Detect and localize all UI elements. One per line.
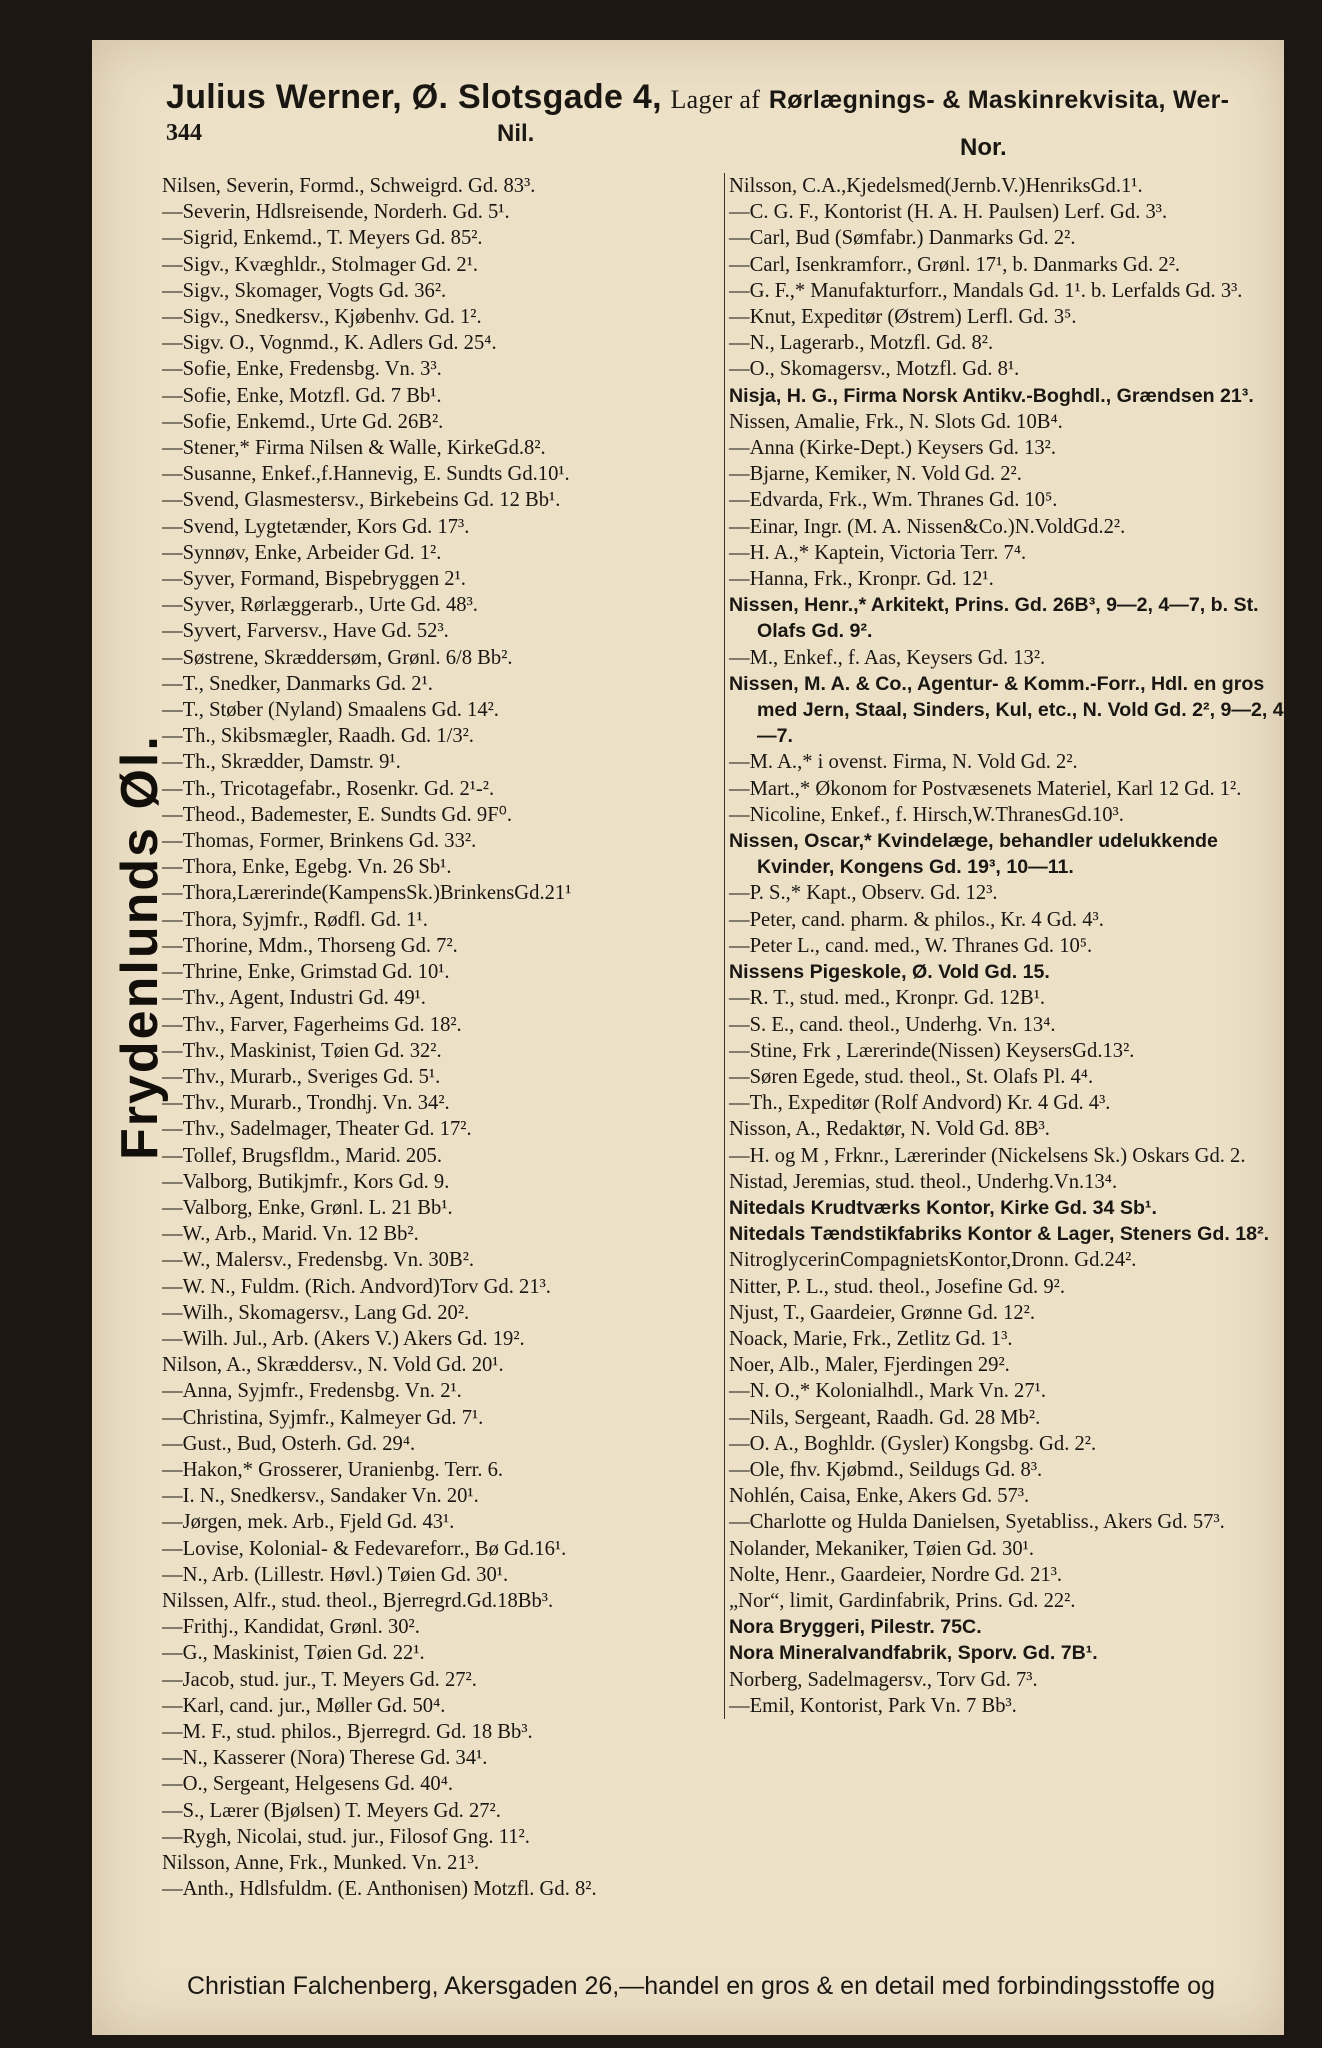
footer-advertisement: Christian Falchenberg, Akersgaden 26,—handel en gros & en detail med forbindingsstoffe og bbox=[187, 1972, 1215, 2000]
directory-entry: —Bjarne, Kemiker, N. Vold Gd. 2². bbox=[729, 463, 1022, 486]
directory-entry: NitroglycerinCompagnietsKontor,Dronn. Gd.24². bbox=[729, 1249, 1137, 1272]
directory-entry: Nilsson, Anne, Frk., Munked. Vn. 21³. bbox=[162, 1852, 480, 1874]
directory-entry: —Gust., Bud, Osterh. Gd. 29⁴. bbox=[162, 1432, 416, 1455]
directory-entry: —Th., Tricotagefabr., Rosenkr. Gd. 2¹-². bbox=[162, 777, 495, 800]
directory-entry: —O., Skomagersv., Motzfl. Gd. 8¹. bbox=[729, 358, 1020, 381]
directory-entry: —Edvarda, Frk., Wm. Thranes Gd. 10⁵. bbox=[729, 489, 1058, 512]
directory-entry: Nora Bryggeri, Pilestr. 75C. bbox=[729, 1616, 982, 1639]
directory-entry: Nissen, M. A. & Co., Agentur- & Komm.-Forr., Hdl. en gros med Jern, Staal, Sinders, Kul, etc., N. Vold Gd. 2², 9—2, 4—7. bbox=[729, 672, 1284, 748]
header-advertisement bbox=[166, 78, 1281, 117]
directory-entry: Norberg, Sadelmagersv., Torv Gd. 7³. bbox=[729, 1668, 1038, 1691]
directory-entry: —Syvert, Farversv., Have Gd. 52³. bbox=[162, 620, 449, 643]
guideword-left: Nil. bbox=[497, 120, 535, 147]
directory-entry: Nissen, Henr.,* Arkitekt, Prins. Gd. 26B³, 9—2, 4—7, b. St. Olafs Gd. 9². bbox=[729, 594, 1259, 643]
directory-entry: —Sigv., Skomager, Vogts Gd. 36². bbox=[162, 279, 447, 302]
directory-entry: —Emil, Kontorist, Park Vn. 7 Bb³. bbox=[729, 1694, 1017, 1717]
directory-entry: Nitedals Krudtværks Kontor, Kirke Gd. 34 Sb¹. bbox=[729, 1196, 1157, 1219]
directory-entry: —Thrine, Enke, Grimstad Gd. 10¹. bbox=[162, 961, 450, 984]
directory-entry: —M. F., stud. philos., Bjerregrd. Gd. 18 Bb³. bbox=[162, 1720, 533, 1743]
directory-entry: —Peter, cand. pharm. & philos., Kr. 4 Gd. 4³. bbox=[729, 908, 1104, 931]
directory-entry: —O. A., Boghldr. (Gysler) Kongsbg. Gd. 2². bbox=[729, 1432, 1097, 1455]
directory-entry: —Svend, Lygtetænder, Kors Gd. 17³. bbox=[162, 515, 470, 538]
directory-entry: —M., Enkef., f. Aas, Keysers Gd. 13². bbox=[729, 646, 1046, 669]
directory-entry: —Susanne, Enkef.,f.Hannevig, E. Sundts Gd.10¹. bbox=[162, 463, 570, 486]
directory-entry: —Rygh, Nicolai, stud. jur., Filosof Gng. 11². bbox=[162, 1825, 530, 1848]
directory-entry: Nisson, A., Redaktør, N. Vold Gd. 8B³. bbox=[729, 1118, 1050, 1141]
directory-entry: —Th., Expeditør (Rolf Andvord) Kr. 4 Gd. 4³. bbox=[729, 1092, 1111, 1115]
directory-entry: —Peter L., cand. med., W. Thranes Gd. 10⁵. bbox=[729, 934, 1093, 957]
directory-entry: —S., Lærer (Bjølsen) T. Meyers Gd. 27². bbox=[162, 1799, 501, 1822]
directory-entry: —Anth., Hdlsfuldm. (E. Anthonisen) Motzfl. Gd. 8². bbox=[162, 1878, 597, 1901]
directory-entry: —Severin, Hdlsreisende, Norderh. Gd. 5¹. bbox=[162, 201, 510, 224]
directory-entry: —W., Arb., Marid. Vn. 12 Bb². bbox=[162, 1223, 419, 1246]
guideword-right: Nor. bbox=[960, 134, 1007, 161]
directory-entry: Njust, T., Gaardeier, Grønne Gd. 12². bbox=[729, 1301, 1035, 1324]
directory-entry: Nissen, Oscar,* Kvindelæge, behandler udelukkende Kvinder, Kongens Gd. 19³, 10—11. bbox=[729, 830, 1218, 879]
directory-entry: —Theod., Bademester, E. Sundts Gd. 9F⁰. bbox=[162, 803, 513, 826]
directory-entry: —Synnøv, Enke, Arbeider Gd. 1². bbox=[162, 541, 442, 564]
directory-entry: Nitter, P. L., stud. theol., Josefine Gd. 9². bbox=[729, 1275, 1065, 1298]
directory-entry: —Christina, Syjmfr., Kalmeyer Gd. 7¹. bbox=[162, 1406, 484, 1429]
directory-entry: —Sofie, Enkemd., Urte Gd. 26B². bbox=[162, 410, 444, 433]
directory-entry: —H. og M , Frknr., Lærerinder (Nickelsens Sk.) Oskars Gd. 2. bbox=[729, 1144, 1246, 1167]
header-ad-rest: Rørlægnings- & Maskinrekvisita, Wer- bbox=[768, 86, 1230, 114]
directory-entry: —Sigv., Snedkersv., Kjøbenhv. Gd. 1². bbox=[162, 306, 482, 329]
directory-entry: —Sigrid, Enkemd., T. Meyers Gd. 85². bbox=[162, 227, 483, 250]
directory-entry: Nilsen, Severin, Formd., Schweigrd. Gd. 83³. bbox=[162, 175, 536, 197]
directory-entry: Nohlén, Caisa, Enke, Akers Gd. 57³. bbox=[729, 1485, 1030, 1508]
directory-entry: —Th., Skrædder, Damstr. 9¹. bbox=[162, 751, 401, 774]
directory-entry: —Thv., Murarb., Trondhj. Vn. 34². bbox=[162, 1092, 450, 1115]
directory-entry: —N., Arb. (Lillestr. Høvl.) Tøien Gd. 30¹. bbox=[162, 1563, 509, 1586]
directory-entry: —W., Malersv., Fredensbg. Vn. 30B². bbox=[162, 1249, 475, 1272]
directory-entry: —T., Støber (Nyland) Smaalens Gd. 14². bbox=[162, 699, 499, 722]
directory-entry: Nora Mineralvandfabrik, Sporv. Gd. 7B¹. bbox=[729, 1642, 1098, 1665]
directory-entry: —Frithj., Kandidat, Grønl. 30². bbox=[162, 1616, 420, 1639]
directory-entry: Nissens Pigeskole, Ø. Vold Gd. 15. bbox=[729, 961, 1050, 984]
directory-entry: —W. N., Fuldm. (Rich. Andvord)Torv Gd. 21³. bbox=[162, 1275, 551, 1298]
directory-entry: —Søren Egede, stud. theol., St. Olafs Pl. 4⁴. bbox=[729, 1065, 1094, 1088]
directory-entry: —G. F.,* Manufakturforr., Mandals Gd. 1¹. b. Lerfalds Gd. 3³. bbox=[729, 279, 1243, 302]
directory-entry: —Thv., Murarb., Sveriges Gd. 5¹. bbox=[162, 1065, 441, 1088]
directory-entry: —Carl, Isenkramforr., Grønl. 17¹, b. Danmarks Gd. 2². bbox=[729, 253, 1181, 276]
page-number: 344 bbox=[166, 120, 202, 146]
directory-entry: „Nor“, limit, Gardinfabrik, Prins. Gd. 22². bbox=[729, 1589, 1076, 1612]
directory-entry: —Sofie, Enke, Fredensbg. Vn. 3³. bbox=[162, 358, 442, 381]
directory-entry: —Wilh. Jul., Arb. (Akers V.) Akers Gd. 19². bbox=[162, 1327, 525, 1350]
directory-entry: —Knut, Expeditør (Østrem) Lerfl. Gd. 3⁵. bbox=[729, 306, 1077, 329]
directory-entry: —Karl, cand. jur., Møller Gd. 50⁴. bbox=[162, 1694, 446, 1717]
directory-entry: Nilson, A., Skræddersv., N. Vold Gd. 20¹. bbox=[162, 1354, 504, 1377]
directory-entry: —Mart.,* Økonom for Postvæsenets Materiel, Karl 12 Gd. 1². bbox=[729, 777, 1242, 800]
directory-entry: —Thora, Enke, Egebg. Vn. 26 Sb¹. bbox=[162, 856, 452, 879]
directory-entry: —Thomas, Former, Brinkens Gd. 33². bbox=[162, 830, 477, 853]
directory-entry: —Th., Skibsmægler, Raadh. Gd. 1/3². bbox=[162, 725, 474, 748]
directory-entry: —Syver, Formand, Bispebryggen 2¹. bbox=[162, 568, 466, 591]
directory-entry: Nissen, Amalie, Frk., N. Slots Gd. 10B⁴. bbox=[729, 410, 1063, 433]
side-advertisement: Frydenlunds Øl. bbox=[111, 734, 169, 1160]
directory-entry: —Stener,* Firma Nilsen & Walle, KirkeGd.8². bbox=[162, 437, 546, 460]
directory-entry: —Jacob, stud. jur., T. Meyers Gd. 27². bbox=[162, 1668, 477, 1691]
directory-entry: —Svend, Glasmestersv., Birkebeins Gd. 12 Bb¹. bbox=[162, 489, 561, 512]
directory-entry: —Charlotte og Hulda Danielsen, Syetabliss., Akers Gd. 57³. bbox=[729, 1511, 1225, 1534]
directory-entry: —Ole, fhv. Kjøbmd., Seildugs Gd. 8³. bbox=[729, 1458, 1043, 1481]
directory-entry: —Thorine, Mdm., Thorseng Gd. 7². bbox=[162, 934, 458, 957]
directory-entry: —Thv., Sadelmager, Theater Gd. 17². bbox=[162, 1118, 472, 1141]
directory-entry: —Thv., Maskinist, Tøien Gd. 32². bbox=[162, 1039, 442, 1062]
directory-page bbox=[92, 40, 1284, 2035]
directory-entry: —I. N., Snedkersv., Sandaker Vn. 20¹. bbox=[162, 1485, 479, 1508]
directory-entry: —Carl, Bud (Sømfabr.) Danmarks Gd. 2². bbox=[729, 227, 1076, 250]
directory-entry: Nistad, Jeremias, stud. theol., Underhg.Vn.13⁴. bbox=[729, 1170, 1118, 1193]
directory-entry: —Nils, Sergeant, Raadh. Gd. 28 Mb². bbox=[729, 1406, 1041, 1429]
directory-entry: —Syver, Rørlæggerarb., Urte Gd. 48³. bbox=[162, 594, 478, 617]
directory-entry: —Thora, Syjmfr., Rødfl. Gd. 1¹. bbox=[162, 908, 428, 931]
directory-entry: —G., Maskinist, Tøien Gd. 22¹. bbox=[162, 1642, 425, 1665]
directory-entry: —M. A.,* i ovenst. Firma, N. Vold Gd. 2². bbox=[729, 751, 1078, 774]
header-ad-middle: Lager af bbox=[670, 85, 761, 114]
directory-entry: —Søstrene, Skræddersøm, Grønl. 6/8 Bb². bbox=[162, 646, 513, 669]
directory-entry: —Thv., Agent, Industri Gd. 49¹. bbox=[162, 987, 426, 1010]
directory-entry: Noer, Alb., Maler, Fjerdingen 29². bbox=[729, 1354, 1010, 1377]
directory-entry: Nolander, Mekaniker, Tøien Gd. 30¹. bbox=[729, 1537, 1034, 1560]
directory-entry: —O., Sergeant, Helgesens Gd. 40⁴. bbox=[162, 1773, 454, 1796]
directory-entry: Nitedals Tændstikfabriks Kontor & Lager, Steners Gd. 18². bbox=[729, 1223, 1270, 1246]
left-column bbox=[162, 173, 720, 1902]
directory-entry: —Lovise, Kolonial- & Fedevareforr., Bø Gd.16¹. bbox=[162, 1537, 567, 1560]
directory-entry: —Hanna, Frk., Kronpr. Gd. 12¹. bbox=[729, 568, 994, 591]
directory-entry: —Thv., Farver, Fagerheims Gd. 18². bbox=[162, 1013, 462, 1036]
directory-entry: Nilsson, C.A.,Kjedelsmed(Jernb.V.)HenriksGd.1¹. bbox=[729, 175, 1143, 197]
directory-entry: —Stine, Frk , Lærerinde(Nissen) KeysersGd.13². bbox=[729, 1039, 1135, 1062]
directory-entry: —T., Snedker, Danmarks Gd. 2¹. bbox=[162, 672, 433, 695]
directory-entry: Noack, Marie, Frk., Zetlitz Gd. 1³. bbox=[729, 1327, 1013, 1350]
directory-entry: —Einar, Ingr. (M. A. Nissen&Co.)N.VoldGd.2². bbox=[729, 515, 1126, 538]
directory-entry: —Nicoline, Enkef., f. Hirsch,W.ThranesGd.10³. bbox=[729, 803, 1124, 826]
directory-entry: —Jørgen, mek. Arb., Fjeld Gd. 43¹. bbox=[162, 1511, 455, 1534]
directory-entry: Nilssen, Alfr., stud. theol., Bjerregrd.Gd.18Bb³. bbox=[162, 1589, 554, 1612]
directory-entry: —Anna, Syjmfr., Fredensbg. Vn. 2¹. bbox=[162, 1380, 462, 1403]
directory-entry: —N., Lagerarb., Motzfl. Gd. 8². bbox=[729, 332, 994, 355]
directory-entry: —C. G. F., Kontorist (H. A. H. Paulsen) Lerf. Gd. 3³. bbox=[729, 201, 1168, 224]
directory-entry: —S. E., cand. theol., Underhg. Vn. 13⁴. bbox=[729, 1013, 1056, 1036]
directory-entry: —N., Kasserer (Nora) Therese Gd. 34¹. bbox=[162, 1747, 488, 1770]
directory-entry: —Wilh., Skomagersv., Lang Gd. 20². bbox=[162, 1301, 470, 1324]
right-column bbox=[724, 173, 1285, 1719]
directory-entry: —Sigv., Kvæghldr., Stolmager Gd. 2¹. bbox=[162, 253, 479, 276]
header-ad-name: Julius Werner, Ø. Slotsgade 4, bbox=[166, 78, 662, 116]
directory-entry: —Valborg, Enke, Grønl. L. 21 Bb¹. bbox=[162, 1196, 453, 1219]
directory-entry: —N. O.,* Kolonialhdl., Mark Vn. 27¹. bbox=[729, 1380, 1046, 1403]
directory-entry: —Hakon,* Grosserer, Uranienbg. Terr. 6. bbox=[162, 1458, 504, 1481]
directory-entry: —Sigv. O., Vognmd., K. Adlers Gd. 25⁴. bbox=[162, 332, 497, 355]
directory-entry: Nolte, Henr., Gaardeier, Nordre Gd. 21³. bbox=[729, 1563, 1063, 1586]
directory-entry: —R. T., stud. med., Kronpr. Gd. 12B¹. bbox=[729, 987, 1046, 1010]
directory-entry: —Tollef, Brugsfldm., Marid. 205. bbox=[162, 1144, 442, 1167]
directory-entry: —Anna (Kirke-Dept.) Keysers Gd. 13². bbox=[729, 437, 1057, 460]
directory-entry: Nisja, H. G., Firma Norsk Antikv.-Boghdl., Grændsen 21³. bbox=[729, 384, 1254, 407]
directory-entry: —Sofie, Enke, Motzfl. Gd. 7 Bb¹. bbox=[162, 384, 442, 407]
directory-entry: —H. A.,* Kaptein, Victoria Terr. 7⁴. bbox=[729, 541, 1027, 564]
directory-entry: —P. S.,* Kapt., Observ. Gd. 12³. bbox=[729, 882, 998, 905]
directory-entry: —Thora,Lærerinde(KampensSk.)BrinkensGd.21¹ bbox=[162, 882, 572, 905]
directory-entry: —Valborg, Butikjmfr., Kors Gd. 9. bbox=[162, 1170, 450, 1193]
